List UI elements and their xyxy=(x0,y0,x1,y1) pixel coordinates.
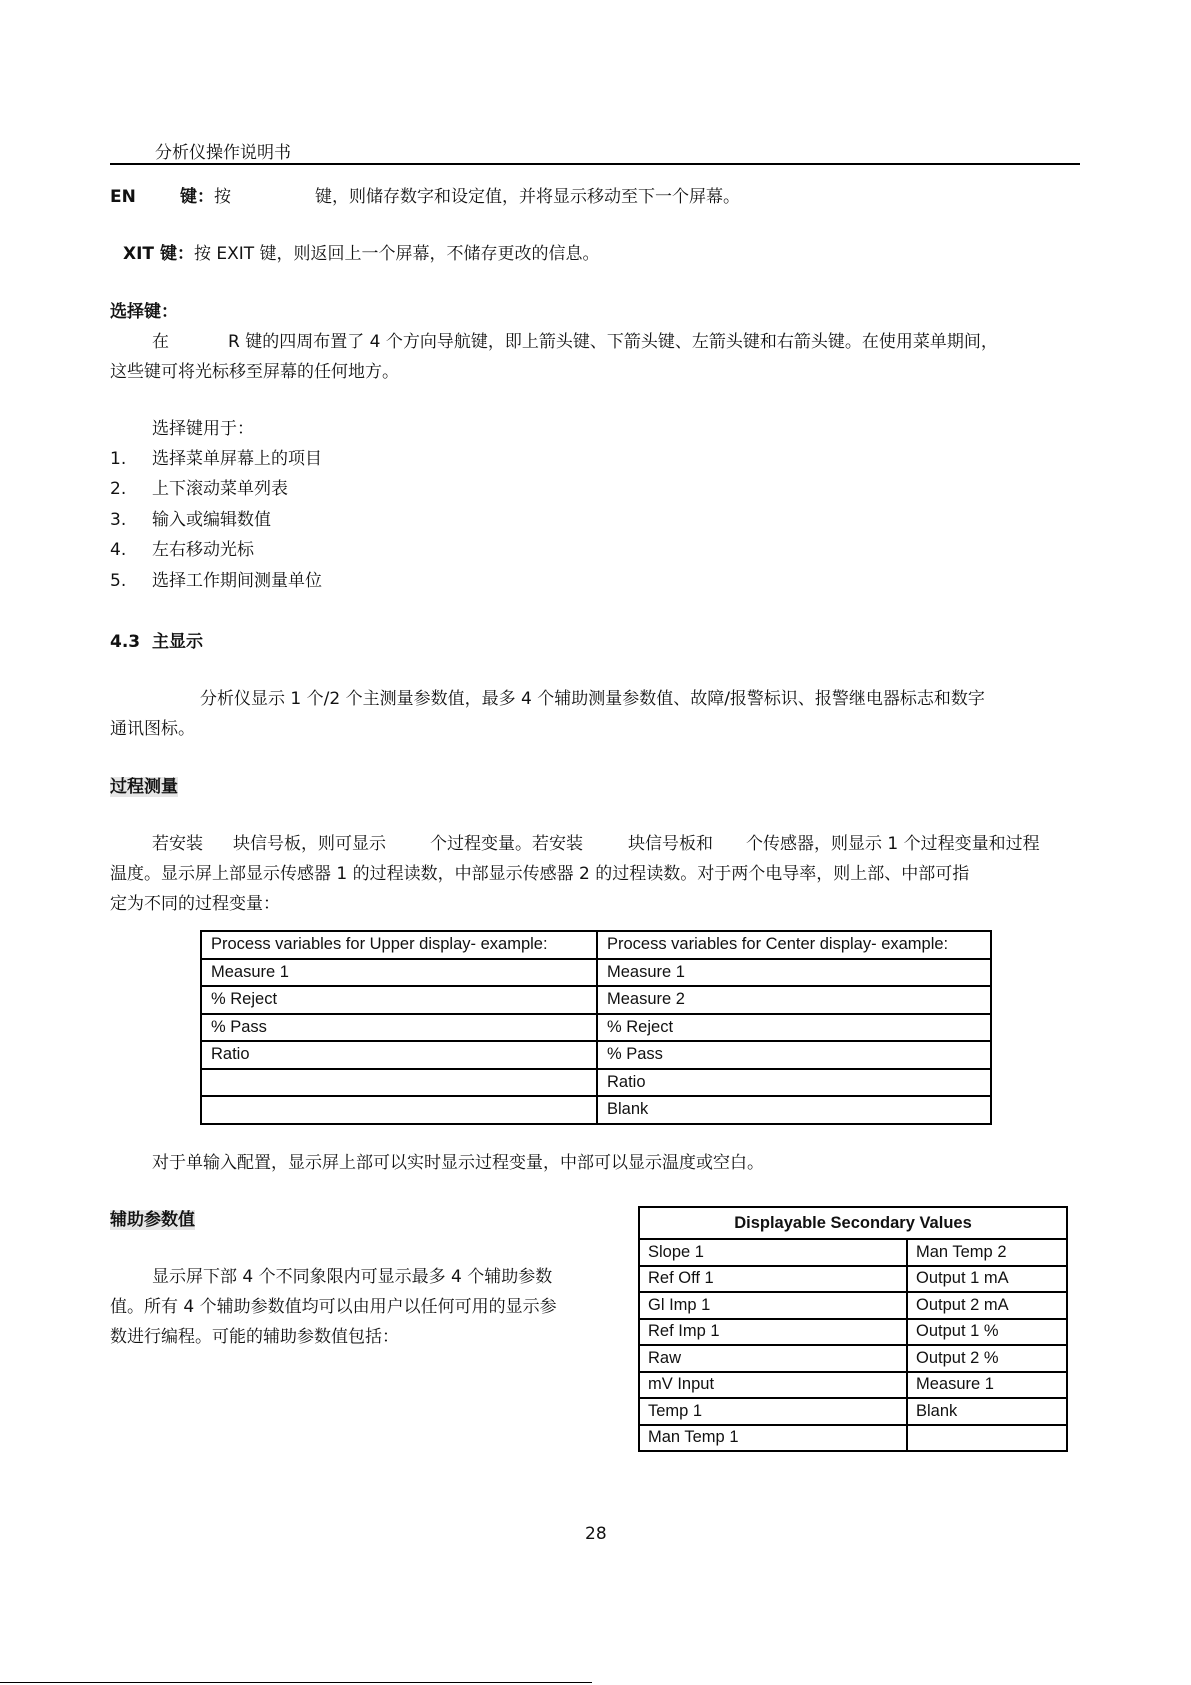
list-item xyxy=(110,540,126,560)
table-cell: Measure 1 xyxy=(597,959,991,987)
list-item-number: 2. xyxy=(110,479,127,499)
table-row xyxy=(639,1425,1067,1452)
table-cell: Man Temp 1 xyxy=(639,1425,907,1452)
table-cell: Output 2 mA xyxy=(907,1292,1067,1319)
table-cell: Ratio xyxy=(201,1041,597,1069)
enter-key-press: 按 xyxy=(214,187,231,207)
secondary-heading: 辅助参数值 xyxy=(110,1210,195,1230)
secondary-l3: 数进行编程。可能的辅助参数值包括： xyxy=(110,1327,399,1347)
table-row xyxy=(201,1096,991,1124)
page-number: 28 xyxy=(585,1524,607,1544)
table-row xyxy=(639,1239,1067,1266)
list-item-number: 3. xyxy=(110,510,127,530)
table-cell: Gl Imp 1 xyxy=(639,1292,907,1319)
process-after: 对于单输入配置，显示屏上部可以实时显示过程变量，中部可以显示温度或空白。 xyxy=(152,1153,764,1173)
table-cell: Blank xyxy=(907,1398,1067,1425)
table-cell: % Pass xyxy=(201,1014,597,1042)
table-row xyxy=(639,1345,1067,1372)
exit-key-line xyxy=(123,244,600,264)
table-row xyxy=(201,1014,991,1042)
list-item-number: 1. xyxy=(110,449,127,469)
table-row xyxy=(201,986,991,1014)
select-keys-p1-c: 这些键可将光标移至屏幕的任何地方。 xyxy=(110,362,399,382)
select-keys-uses-intro: 选择键用于： xyxy=(152,419,254,439)
table-cell xyxy=(907,1425,1067,1452)
section-title: 主显示 xyxy=(152,632,203,652)
table-title: Displayable Secondary Values xyxy=(639,1207,1067,1239)
process-l1-b: 块信号板，则可显示 xyxy=(233,834,386,854)
table-row xyxy=(639,1292,1067,1319)
table-row xyxy=(639,1398,1067,1425)
list-item-text: 上下滚动菜单列表 xyxy=(152,479,288,499)
list-item-text: 左右移动光标 xyxy=(152,540,254,560)
process-l1-d: 块信号板和 xyxy=(628,834,713,854)
process-variables-table xyxy=(200,930,992,1125)
footer-rule xyxy=(0,1682,592,1683)
table-cell xyxy=(201,1069,597,1097)
list-item xyxy=(110,510,126,530)
table-cell: Measure 1 xyxy=(201,959,597,987)
enter-key-desc-line xyxy=(180,187,231,207)
process-heading: 过程测量 xyxy=(110,777,178,797)
process-l3: 定为不同的过程变量： xyxy=(110,894,280,914)
list-item-text: 选择工作期间测量单位 xyxy=(152,571,322,591)
list-item xyxy=(110,571,126,591)
table-cell: Output 1 mA xyxy=(907,1266,1067,1293)
table-cell: % Pass xyxy=(597,1041,991,1069)
table-header-cell: Process variables for Center display- example: xyxy=(597,931,991,959)
section43-p1: 分析仪显示 1 个/2 个主测量参数值，最多 4 个辅助测量参数值、故障/报警标识、报警继电器标志和数字 xyxy=(200,689,985,709)
table-cell: Man Temp 2 xyxy=(907,1239,1067,1266)
select-keys-p1-b: R 键的四周布置了 4 个方向导航键，即上箭头键、下箭头键、左箭头键和右箭头键。在使用菜单期间， xyxy=(228,332,998,352)
table-cell: Ratio xyxy=(597,1069,991,1097)
list-item-number: 5. xyxy=(110,571,127,591)
process-l1-e: 个传感器，则显示 1 个过程变量和过程 xyxy=(746,834,1040,854)
table-cell: Raw xyxy=(639,1345,907,1372)
enter-key-label: 键： xyxy=(180,187,214,207)
table-cell: % Reject xyxy=(201,986,597,1014)
table-cell: Measure 2 xyxy=(597,986,991,1014)
list-item-text: 选择菜单屏幕上的项目 xyxy=(152,449,322,469)
list-item-number: 4. xyxy=(110,540,127,560)
list-item xyxy=(110,449,126,469)
process-l1-c: 个过程变量。若安装 xyxy=(430,834,583,854)
table-cell: % Reject xyxy=(597,1014,991,1042)
table-cell: Slope 1 xyxy=(639,1239,907,1266)
table-cell: Ref Off 1 xyxy=(639,1266,907,1293)
enter-key-line xyxy=(110,187,136,207)
table-cell: Ref Imp 1 xyxy=(639,1319,907,1346)
table-row xyxy=(201,1069,991,1097)
table-title-row xyxy=(639,1207,1067,1239)
table-cell: Blank xyxy=(597,1096,991,1124)
section43-p2: 通讯图标。 xyxy=(110,719,195,739)
process-l2: 温度。显示屏上部显示传感器 1 的过程读数，中部显示传感器 2 的过程读数。对于两个电导率，则上部、中部可指 xyxy=(110,864,970,884)
table-row xyxy=(639,1266,1067,1293)
process-l1-a: 若安装 xyxy=(152,834,203,854)
enter-key-desc: 键，则储存数字和设定值，并将显示移动至下一个屏幕。 xyxy=(315,187,740,207)
table-header-row xyxy=(201,931,991,959)
enter-key-name: EN xyxy=(110,187,136,207)
secondary-l2: 值。所有 4 个辅助参数值均可以由用户以任何可用的显示参 xyxy=(110,1297,557,1317)
table-cell: mV Input xyxy=(639,1372,907,1399)
table-row xyxy=(201,959,991,987)
exit-key-desc: 按 EXIT 键，则返回上一个屏幕，不储存更改的信息。 xyxy=(193,244,600,264)
page-header-title: 分析仪操作说明书 xyxy=(155,143,291,163)
table-header-cell: Process variables for Upper display- example: xyxy=(201,931,597,959)
secondary-l1: 显示屏下部 4 个不同象限内可显示最多 4 个辅助参数 xyxy=(152,1267,553,1287)
select-keys-heading: 选择键： xyxy=(110,302,178,322)
secondary-values-table xyxy=(638,1206,1068,1452)
list-item xyxy=(110,479,126,499)
exit-key-label: XIT 键： xyxy=(123,244,194,264)
select-keys-p1-a: 在 xyxy=(152,332,169,352)
table-cell: Output 1 % xyxy=(907,1319,1067,1346)
list-item-text: 输入或编辑数值 xyxy=(152,510,271,530)
table-cell: Output 2 % xyxy=(907,1345,1067,1372)
section-number: 4.3 xyxy=(110,632,141,652)
header-rule xyxy=(110,163,1080,165)
table-cell: Measure 1 xyxy=(907,1372,1067,1399)
table-cell xyxy=(201,1096,597,1124)
table-row xyxy=(639,1372,1067,1399)
table-cell: Temp 1 xyxy=(639,1398,907,1425)
table-row xyxy=(201,1041,991,1069)
table-row xyxy=(639,1319,1067,1346)
